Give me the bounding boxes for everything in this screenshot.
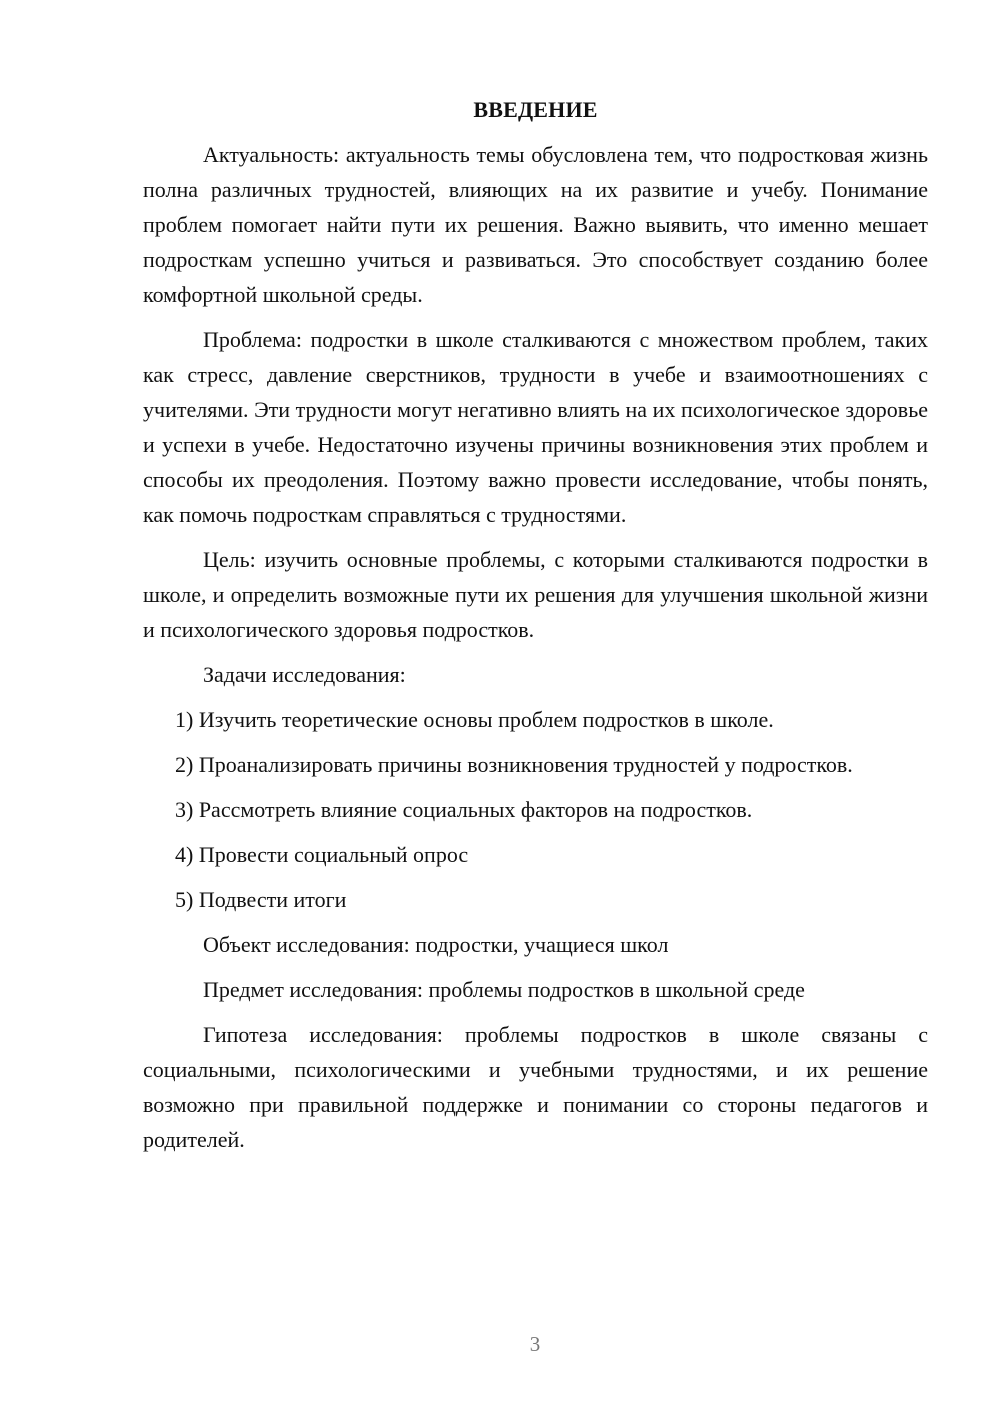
page-title: ВВЕДЕНИЕ (473, 97, 598, 122)
research-object: Объект исследования: подростки, учащиеся школ (203, 932, 669, 957)
task-item-2: 2) Проанализировать причины возникновения трудностей у подростков. (175, 752, 853, 777)
relevance-paragraph: Актуальность: актуальность темы обусловлена тем, что подростковая жизнь полна различных трудностей, влияющих на их развитие и учебу. Понимание проблем помогает найти пути их решения. Важно выявить, что именно мешает подросткам успешно учиться и развиваться. Это способствует созданию более комфортной школьной среды. (143, 142, 928, 307)
problem-paragraph: Проблема: подростки в школе сталкиваются с множеством проблем, таких как стресс, давление сверстников, трудности в учебе и взаимоотношениях с учителями. Эти трудности могут негативно влиять на их психологическое здоровье и успехи в учебе. Недостаточно изучены причины возникновения этих проблем и способы их преодоления. Поэтому важно провести исследование, чтобы понять, как помочь подросткам справляться с трудностями. (143, 327, 928, 527)
tasks-heading: Задачи исследования: (203, 662, 406, 687)
task-item-5: 5) Подвести итоги (175, 887, 347, 912)
document-page (143, 92, 928, 1167)
research-subject: Предмет исследования: проблемы подростков в школьной среде (203, 977, 805, 1002)
hypothesis-paragraph: Гипотеза исследования: проблемы подростков в школе связаны с социальными, психологическими и учебными трудностями, и их решение возможно при правильной поддержке и понимании со стороны педагогов и родителей. (143, 1022, 928, 1152)
task-item-1: 1) Изучить теоретические основы проблем подростков в школе. (175, 707, 774, 732)
goal-paragraph: Цель: изучить основные проблемы, с которыми сталкиваются подростки в школе, и определить возможные пути их решения для улучшения школьной жизни и психологического здоровья подростков. (143, 547, 928, 642)
task-item-3: 3) Рассмотреть влияние социальных факторов на подростков. (175, 797, 753, 822)
page-number: 3 (529, 1332, 541, 1356)
task-item-4: 4) Провести социальный опрос (175, 842, 469, 867)
